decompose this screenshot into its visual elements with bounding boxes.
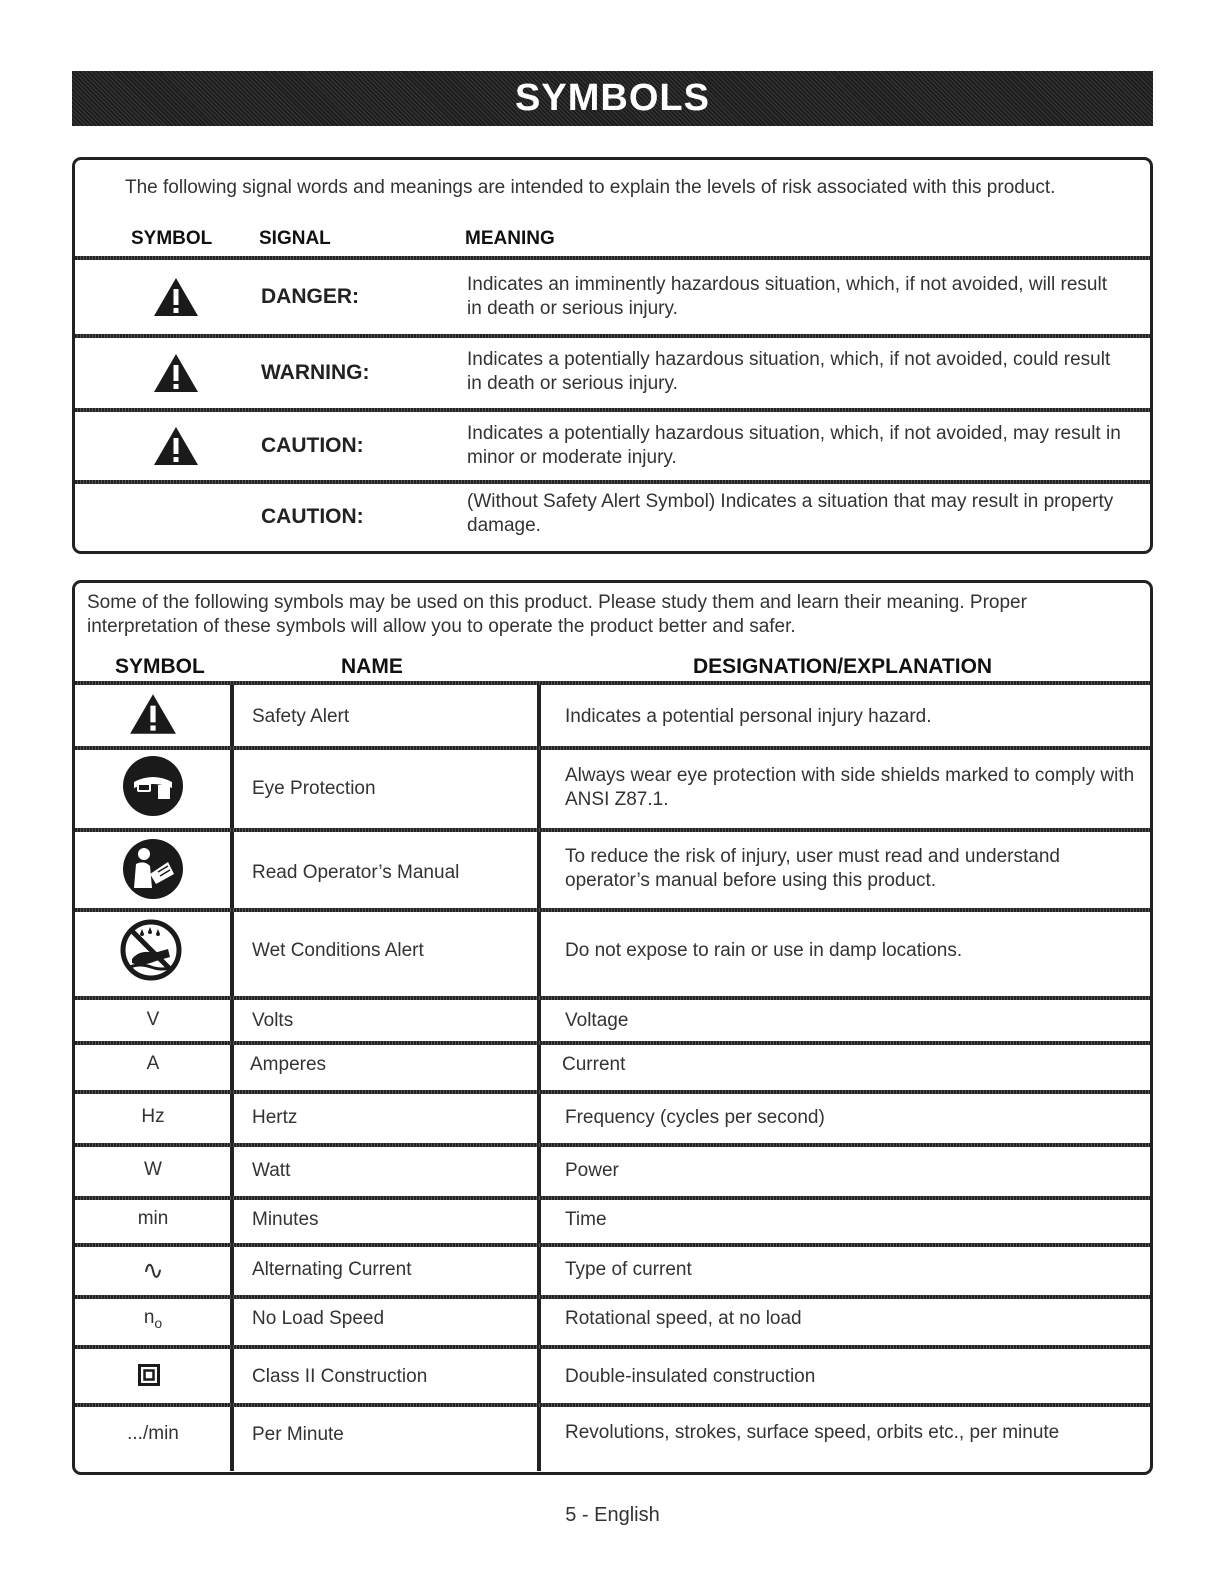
symbol-name: No Load Speed <box>252 1308 385 1329</box>
symbol-subscript: o <box>154 1314 163 1331</box>
symbol-text: n <box>143 1307 155 1328</box>
alternating-current-icon: ∿ <box>142 1255 164 1285</box>
symbol-name: Minutes <box>252 1209 319 1230</box>
symbol-text: min <box>137 1208 169 1229</box>
row-divider <box>75 1345 1150 1349</box>
symbol-name: Alternating Current <box>252 1259 412 1280</box>
row-divider <box>75 996 1150 1000</box>
no-load-speed-symbol <box>75 1307 231 1331</box>
signal-word: CAUTION: <box>261 434 364 457</box>
symbol-text: .../min <box>127 1423 179 1444</box>
symbol-designation: Current <box>562 1054 626 1075</box>
eye-protection-icon <box>122 755 184 817</box>
symbols-section <box>72 580 1153 1475</box>
row-divider <box>75 1295 1150 1299</box>
safety-alert-icon <box>152 276 200 318</box>
safety-alert-icon <box>152 352 200 394</box>
symbols-intro: Some of the following symbols may be used on this product. Please study them and learn their meaning. Proper interpretation of these symbols will allow you to operate the product better and safer. <box>87 592 1027 637</box>
symbol-designation: Revolutions, strokes, surface speed, orbits etc., per minute <box>565 1422 1060 1443</box>
symbol-name: Wet Conditions Alert <box>252 940 424 961</box>
symbol-name: Per Minute <box>252 1424 344 1445</box>
read-manual-icon <box>122 838 184 900</box>
signal-word: CAUTION: <box>261 505 364 528</box>
column-divider <box>230 681 234 1471</box>
symbol-name: Eye Protection <box>252 778 376 799</box>
symbols-header-name: NAME <box>341 655 403 678</box>
signal-row-danger <box>75 260 1150 334</box>
symbol-designation: Double-insulated construction <box>565 1366 816 1387</box>
symbol-designation: Do not expose to rain or use in damp locations. <box>565 940 963 961</box>
signal-header-signal: SIGNAL <box>259 228 331 249</box>
symbol-designation: Indicates a potential personal injury hazard. <box>565 706 932 727</box>
signal-meaning: Indicates a potentially hazardous situation, which, if not avoided, may result in minor or moderate injury. <box>467 423 1121 468</box>
symbol-name: Watt <box>252 1160 291 1181</box>
symbol-designation: Rotational speed, at no load <box>565 1308 802 1329</box>
symbol-name: Read Operator’s Manual <box>252 862 460 883</box>
row-divider <box>75 908 1150 912</box>
symbol-designation: Type of current <box>565 1259 692 1280</box>
symbol-designation: Time <box>565 1209 607 1230</box>
signal-word: DANGER: <box>261 285 359 308</box>
banner-title: SYMBOLS <box>515 77 710 119</box>
symbol-text: A <box>146 1053 160 1074</box>
page-number: 5 - English <box>565 1504 660 1526</box>
symbol-text: V <box>146 1009 160 1030</box>
symbol-designation: Voltage <box>565 1010 629 1031</box>
safety-alert-icon <box>152 425 200 467</box>
row-divider <box>75 828 1150 832</box>
signal-meaning: Indicates a potentially hazardous situation, which, if not avoided, could result in death or serious injury. <box>467 349 1111 394</box>
symbols-header-designation: DESIGNATION/EXPLANATION <box>693 655 993 678</box>
row-divider <box>75 1243 1150 1247</box>
row-divider <box>75 1041 1150 1045</box>
signal-header-meaning: MEANING <box>465 228 555 249</box>
symbol-name: Amperes <box>250 1054 327 1075</box>
symbol-designation: Power <box>565 1160 619 1181</box>
signal-words-section <box>72 157 1153 554</box>
symbol-designation: Always wear eye protection with side shields marked to comply with ANSI Z87.1. <box>565 765 1135 810</box>
symbol-name: Safety Alert <box>252 706 350 727</box>
symbol-text: Hz <box>141 1106 165 1127</box>
symbol-text: W <box>144 1159 162 1180</box>
signal-row-caution <box>75 412 1150 480</box>
signal-header-symbol: SYMBOL <box>131 228 213 249</box>
column-divider <box>537 681 541 1471</box>
symbol-name: Class II Construction <box>252 1366 428 1387</box>
signal-row-warning <box>75 338 1150 408</box>
signal-meaning: Indicates an imminently hazardous situation, which, if not avoided, will result in death or serious injury. <box>467 274 1107 319</box>
class-ii-icon <box>138 1364 160 1386</box>
row-divider <box>75 1090 1150 1094</box>
wet-conditions-icon <box>120 919 182 981</box>
symbols-header-symbol: SYMBOL <box>115 655 205 678</box>
signal-meaning: (Without Safety Alert Symbol) Indicates a situation that may result in property damage. <box>467 491 1114 536</box>
signal-intro: The following signal words and meanings are intended to explain the levels of risk associated with this product. <box>125 177 1056 198</box>
row-divider <box>75 746 1150 750</box>
row-divider <box>75 1403 1150 1407</box>
symbol-name: Volts <box>252 1010 294 1031</box>
row-divider <box>75 681 1150 685</box>
signal-word: WARNING: <box>261 361 370 384</box>
symbol-name: Hertz <box>252 1107 298 1128</box>
row-divider <box>75 1143 1150 1147</box>
signal-row-caution-no-symbol <box>75 484 1150 550</box>
row-divider <box>75 1196 1150 1200</box>
safety-alert-icon <box>128 692 178 736</box>
symbol-designation: To reduce the risk of injury, user must read and understand operator’s manual before using this product. <box>565 846 1060 891</box>
symbols-banner <box>72 71 1153 126</box>
symbol-designation: Frequency (cycles per second) <box>565 1107 825 1128</box>
